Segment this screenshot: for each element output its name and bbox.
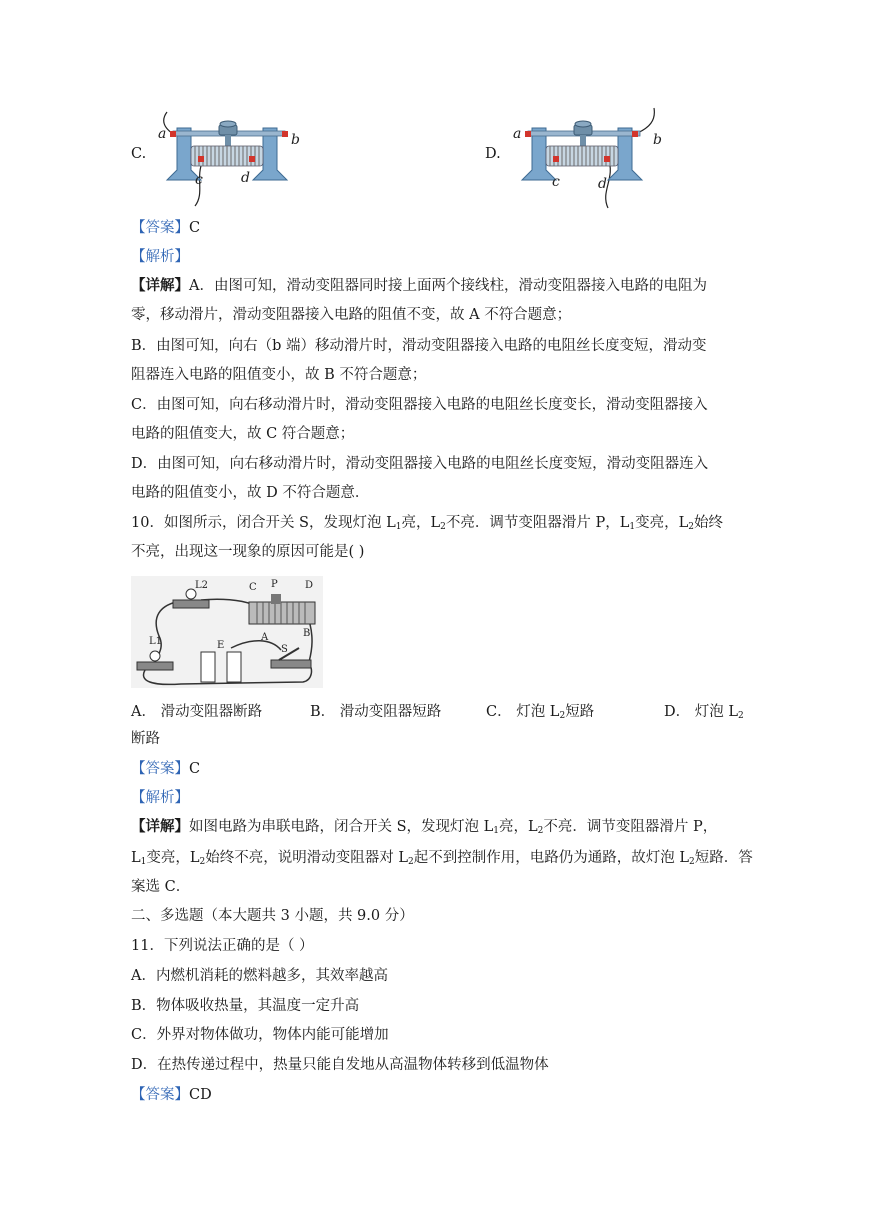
q10-stem-line-2: 不亮，出现这一现象的原因可能是( )	[131, 544, 365, 560]
q10-stem-line-1: 10．如图所示，闭合开关 S，发现灯泡 $L_1$亮，$L_2$不亮．调节变阻器滑片 P，$L_1$变亮，$L_2$始终	[131, 515, 723, 532]
q9-answer: 【答案】C	[131, 220, 201, 236]
q9-detail-line-1: 【详解】A．由图可知，滑动变阻器同时接上面两个接线柱，滑动变阻器接入电路的电阻为	[131, 277, 707, 294]
q9-detail-line-2: 零，移动滑片，滑动变阻器接入电路的阻值不变，故 A 不符合题意；	[131, 307, 572, 323]
label-L1: L1	[149, 636, 163, 647]
terminal-b-label: b	[291, 132, 300, 148]
q11-option-b: B．物体吸收热量，其温度一定升高	[131, 998, 360, 1014]
terminal-c-label: c	[195, 172, 203, 188]
q11-option-d: D．在热传递过程中，热量只能自发地从高温物体转移到低温物体	[131, 1057, 549, 1073]
q10-option-d-continued: 断路	[131, 731, 160, 747]
q9-detail-line-5: C．由图可知，向右移动滑片时，滑动变阻器接入电路的电阻丝长度变长，滑动变阻器接入	[131, 397, 708, 413]
q10-detail-line-3: 案选 C．	[131, 879, 191, 895]
q11-option-a: A．内燃机消耗的燃料越多，其效率越高	[131, 968, 388, 984]
q10-option-b: B． 滑动变阻器短路	[310, 704, 442, 720]
label-E: E	[217, 640, 225, 651]
q10-detail-line-1: 【详解】如图电路为串联电路，闭合开关 S，发现灯泡 $L_1$亮，$L_2$不亮．调节变阻器滑片 P，	[131, 818, 718, 836]
q11-answer: 【答案】CD	[131, 1087, 212, 1103]
q10-detail-line-2: $L_1$变亮，$L_2$始终不亮，说明滑动变阻器对 $L_2$起不到控制作用，电路仍为通路，故灯泡 $L_2$短路．答	[131, 850, 753, 867]
terminal-a-label: a	[158, 126, 167, 142]
label-C: C	[249, 582, 257, 593]
q9-detail-line-4: 阻器连入电路的阻值变小，故 B 不符合题意；	[131, 367, 427, 383]
terminal-a-label: a	[513, 126, 522, 142]
q10-analysis-tag: 【解析】	[131, 790, 189, 806]
terminal-d-label: d	[598, 176, 607, 192]
q10-option-d: D． 灯泡 $L_2$	[664, 704, 744, 721]
label-D: D	[305, 580, 314, 591]
label-L2: L2	[195, 580, 209, 591]
circuit-figure	[131, 576, 323, 688]
rheostat-figure-d	[510, 106, 665, 210]
q10-answer: 【答案】C	[131, 761, 201, 777]
q9-detail-line-7: D．由图可知，向右移动滑片时，滑动变阻器接入电路的电阻丝长度变短，滑动变阻器连入	[131, 456, 709, 472]
figure-c-label: C.	[131, 146, 147, 162]
terminal-d-label: d	[241, 170, 250, 186]
q9-detail-line-3: B．由图可知，向右（b 端）移动滑片时，滑动变阻器接入电路的电阻丝长度变短，滑动变	[131, 338, 707, 354]
rheostat-figure-c	[155, 108, 305, 208]
terminal-c-label: c	[552, 174, 560, 190]
section-2-heading: 二、多选题（本大题共 3 小题，共 9.0 分）	[131, 908, 414, 924]
q9-analysis-tag: 【解析】	[131, 249, 189, 265]
label-B: B	[303, 628, 311, 639]
q9-detail-line-6: 电路的阻值变大，故 C 符合题意；	[131, 426, 355, 442]
q11-option-c: C．外界对物体做功，物体内能可能增加	[131, 1027, 389, 1043]
label-A: A	[261, 632, 269, 643]
q11-stem: 11．下列说法正确的是（ ）	[131, 938, 314, 954]
figure-d-label: D.	[485, 146, 501, 162]
terminal-b-label: b	[653, 132, 662, 148]
label-P: P	[271, 579, 278, 590]
q10-option-c: C． 灯泡 $L_2$短路	[486, 704, 595, 721]
label-S: S	[281, 644, 288, 655]
q9-detail-line-8: 电路的阻值变小，故 D 不符合题意．	[131, 485, 370, 501]
q10-option-a: A． 滑动变阻器断路	[131, 704, 263, 720]
